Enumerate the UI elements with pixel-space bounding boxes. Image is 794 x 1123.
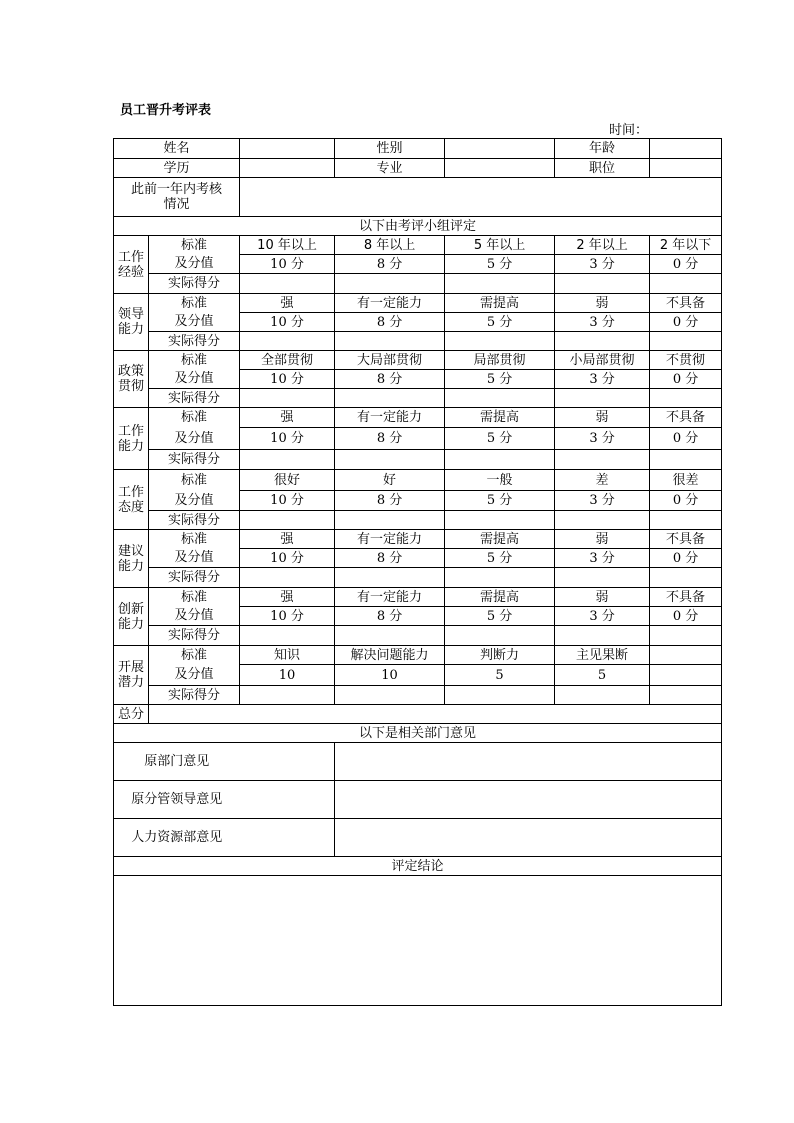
standard-label: 标准 [149,351,240,370]
category-label-line1: 工作 [117,423,144,439]
standard-cell: 很差 [650,470,722,491]
standard-cell: 2 年以下 [650,236,722,255]
standard-cell: 弱 [555,294,650,313]
score-value-cell: 0 分 [650,549,722,568]
category-label-line1: 开展 [117,660,144,675]
gender-field[interactable] [445,139,555,159]
actual-score-field[interactable] [555,686,650,705]
score-value-cell: 0 分 [650,313,722,332]
major-field[interactable] [445,159,555,178]
category-label-line2: 能力 [117,558,144,574]
score-value-cell: 5 分 [445,428,555,450]
standard-label: 标准 [149,236,240,255]
actual-score-field[interactable] [650,626,722,646]
opinion-field[interactable] [335,743,722,781]
score-value-label: 及分值 [149,428,240,450]
standard-cell: 10 年以上 [240,236,335,255]
actual-score-field[interactable] [335,274,445,294]
standard-cell: 不贯彻 [650,351,722,370]
actual-score-field[interactable] [445,450,555,470]
score-value-cell: 0 分 [650,607,722,626]
actual-score-label: 实际得分 [149,511,240,530]
section-group-header: 以下由考评小组评定 [114,217,722,236]
category-label [114,351,149,408]
score-value-cell: 10 分 [240,491,335,511]
education-label: 学历 [114,159,240,178]
category-label-line1: 工作 [117,249,144,265]
score-value-cell: 3 分 [555,313,650,332]
actual-score-field[interactable] [650,274,722,294]
actual-score-field[interactable] [650,511,722,530]
standard-cell: 知识 [240,646,335,665]
score-value-cell: 8 分 [335,370,445,389]
standard-cell: 弱 [555,408,650,428]
score-value-cell: 5 分 [445,549,555,568]
prev-review-label-line2: 情况 [163,197,190,212]
category-label-line2: 能力 [117,438,144,454]
opinion-spacer [240,781,335,819]
standard-cell: 不具备 [650,588,722,607]
category-label [114,470,149,530]
opinion-label: 原部门意见 [114,743,240,781]
score-value-label: 及分值 [149,370,240,389]
actual-score-field[interactable] [445,332,555,351]
score-value-label: 及分值 [149,607,240,626]
score-value-cell: 3 分 [555,370,650,389]
category-label [114,408,149,470]
score-value-label: 及分值 [149,255,240,274]
prev-review-label-line1: 此前一年内考核 [131,182,223,197]
score-value-cell: 3 分 [555,607,650,626]
actual-score-field[interactable] [650,332,722,351]
standard-cell: 强 [240,588,335,607]
actual-score-field[interactable] [335,389,445,408]
category-label-line1: 领导 [117,307,144,322]
actual-score-field[interactable] [240,450,335,470]
standard-cell: 有一定能力 [335,588,445,607]
opinion-field[interactable] [335,819,722,857]
actual-score-field[interactable] [240,274,335,294]
standard-label: 标准 [149,530,240,549]
score-value-cell: 10 分 [240,370,335,389]
actual-score-field[interactable] [555,332,650,351]
actual-score-label: 实际得分 [149,686,240,705]
actual-score-field[interactable] [555,511,650,530]
standard-cell: 需提高 [445,408,555,428]
standard-cell: 差 [555,470,650,491]
score-value-cell: 0 分 [650,428,722,450]
actual-score-field[interactable] [240,389,335,408]
score-value-cell: 10 分 [240,549,335,568]
conclusion-header: 评定结论 [114,857,722,876]
category-label-line2: 经验 [117,264,144,280]
standard-cell: 大局部贯彻 [335,351,445,370]
category-label-line2: 贯彻 [117,379,144,394]
standard-cell: 不具备 [650,294,722,313]
actual-score-field[interactable] [240,332,335,351]
score-value-cell: 8 分 [335,491,445,511]
actual-score-field[interactable] [555,568,650,588]
category-label [114,646,149,705]
category-label-line2: 能力 [117,616,144,632]
standard-cell: 2 年以上 [555,236,650,255]
category-label-line1: 建议 [117,543,144,559]
score-value-cell: 5 分 [445,607,555,626]
position-field[interactable] [650,159,722,178]
actual-score-field[interactable] [335,450,445,470]
section-dept-header: 以下是相关部门意见 [114,724,722,743]
standard-cell: 小局部贯彻 [555,351,650,370]
age-field[interactable] [650,139,722,159]
score-value-cell: 10 分 [240,607,335,626]
standard-label: 标准 [149,408,240,428]
score-value-cell: 5 分 [445,255,555,274]
standard-cell: 很好 [240,470,335,491]
actual-score-field[interactable] [555,450,650,470]
category-label [114,530,149,588]
standard-cell: 判断力 [445,646,555,665]
standard-cell: 弱 [555,588,650,607]
score-value-cell: 3 分 [555,255,650,274]
score-value-cell [650,665,722,686]
score-value-cell: 10 [335,665,445,686]
actual-score-field[interactable] [335,626,445,646]
age-label: 年龄 [555,139,650,159]
score-value-cell: 10 分 [240,313,335,332]
opinion-spacer [240,743,335,781]
category-label-line2: 态度 [117,499,144,515]
actual-score-field[interactable] [555,626,650,646]
actual-score-field[interactable] [445,274,555,294]
score-value-cell: 5 [555,665,650,686]
score-value-cell: 0 分 [650,255,722,274]
actual-score-field[interactable] [445,511,555,530]
score-value-cell: 8 分 [335,313,445,332]
category-label [114,294,149,351]
standard-label: 标准 [149,646,240,665]
score-value-cell: 3 分 [555,428,650,450]
score-value-cell: 3 分 [555,491,650,511]
actual-score-field[interactable] [335,511,445,530]
score-value-cell: 5 分 [445,313,555,332]
category-label [114,588,149,646]
standard-cell: 局部贯彻 [445,351,555,370]
standard-cell [650,646,722,665]
score-value-label: 及分值 [149,549,240,568]
standard-cell: 8 年以上 [335,236,445,255]
score-value-cell: 8 分 [335,428,445,450]
score-value-label: 及分值 [149,665,240,686]
score-value-cell: 8 分 [335,255,445,274]
position-label: 职位 [555,159,650,178]
actual-score-field[interactable] [240,568,335,588]
standard-cell: 有一定能力 [335,294,445,313]
total-label: 总分 [114,705,149,724]
score-value-cell: 10 分 [240,255,335,274]
time-label: 时间： [609,123,649,138]
standard-cell: 需提高 [445,588,555,607]
name-label: 姓名 [114,139,240,159]
form-title: 员工晋升考评表 [120,103,212,118]
conclusion-field[interactable] [114,876,722,1006]
opinion-field[interactable] [335,781,722,819]
standard-cell: 有一定能力 [335,408,445,428]
category-label-line1: 政策 [117,364,144,379]
actual-score-field[interactable] [445,568,555,588]
opinion-label: 人力资源部意见 [114,819,240,857]
evaluation-table [113,138,722,1006]
score-value-cell: 5 分 [445,491,555,511]
actual-score-field[interactable] [445,686,555,705]
score-value-cell: 8 分 [335,607,445,626]
standard-cell: 主见果断 [555,646,650,665]
actual-score-field[interactable] [335,686,445,705]
actual-score-field[interactable] [335,568,445,588]
total-field[interactable] [149,705,722,724]
actual-score-field[interactable] [240,686,335,705]
opinion-spacer [240,819,335,857]
standard-cell: 5 年以上 [445,236,555,255]
standard-cell: 需提高 [445,530,555,549]
actual-score-label: 实际得分 [149,450,240,470]
standard-cell: 全部贯彻 [240,351,335,370]
standard-cell: 强 [240,294,335,313]
actual-score-field[interactable] [555,274,650,294]
actual-score-field[interactable] [650,686,722,705]
standard-label: 标准 [149,470,240,491]
score-value-label: 及分值 [149,313,240,332]
category-label-line2: 能力 [117,322,144,337]
standard-cell: 弱 [555,530,650,549]
opinion-label: 原分管领导意见 [114,781,240,819]
score-value-cell: 10 分 [240,428,335,450]
prev-review-label [114,178,240,217]
score-value-cell: 10 [240,665,335,686]
prev-review-field[interactable] [240,178,722,217]
score-value-cell: 8 分 [335,549,445,568]
standard-cell: 好 [335,470,445,491]
name-field[interactable] [240,139,335,159]
category-label-line1: 创新 [117,601,144,617]
actual-score-field[interactable] [240,626,335,646]
standard-cell: 需提高 [445,294,555,313]
score-value-label: 及分值 [149,491,240,511]
actual-score-field[interactable] [650,450,722,470]
score-value-cell: 5 [445,665,555,686]
category-label [114,236,149,294]
gender-label: 性别 [335,139,445,159]
actual-score-field[interactable] [650,568,722,588]
standard-cell: 不具备 [650,408,722,428]
actual-score-field[interactable] [445,389,555,408]
standard-cell: 强 [240,530,335,549]
actual-score-label: 实际得分 [149,626,240,646]
score-value-cell: 0 分 [650,491,722,511]
actual-score-field[interactable] [555,389,650,408]
standard-cell: 解决问题能力 [335,646,445,665]
category-label-line1: 工作 [117,484,144,500]
category-label-line2: 潜力 [117,675,144,690]
standard-label: 标准 [149,294,240,313]
actual-score-field[interactable] [445,626,555,646]
score-value-cell: 3 分 [555,549,650,568]
standard-cell: 有一定能力 [335,530,445,549]
score-value-cell: 5 分 [445,370,555,389]
standard-cell: 强 [240,408,335,428]
actual-score-field[interactable] [240,511,335,530]
education-field[interactable] [240,159,335,178]
actual-score-field[interactable] [650,389,722,408]
major-label: 专业 [335,159,445,178]
actual-score-label: 实际得分 [149,274,240,294]
actual-score-label: 实际得分 [149,568,240,588]
actual-score-label: 实际得分 [149,389,240,408]
actual-score-label: 实际得分 [149,332,240,351]
standard-label: 标准 [149,588,240,607]
score-value-cell: 0 分 [650,370,722,389]
standard-cell: 一般 [445,470,555,491]
standard-cell: 不具备 [650,530,722,549]
actual-score-field[interactable] [335,332,445,351]
